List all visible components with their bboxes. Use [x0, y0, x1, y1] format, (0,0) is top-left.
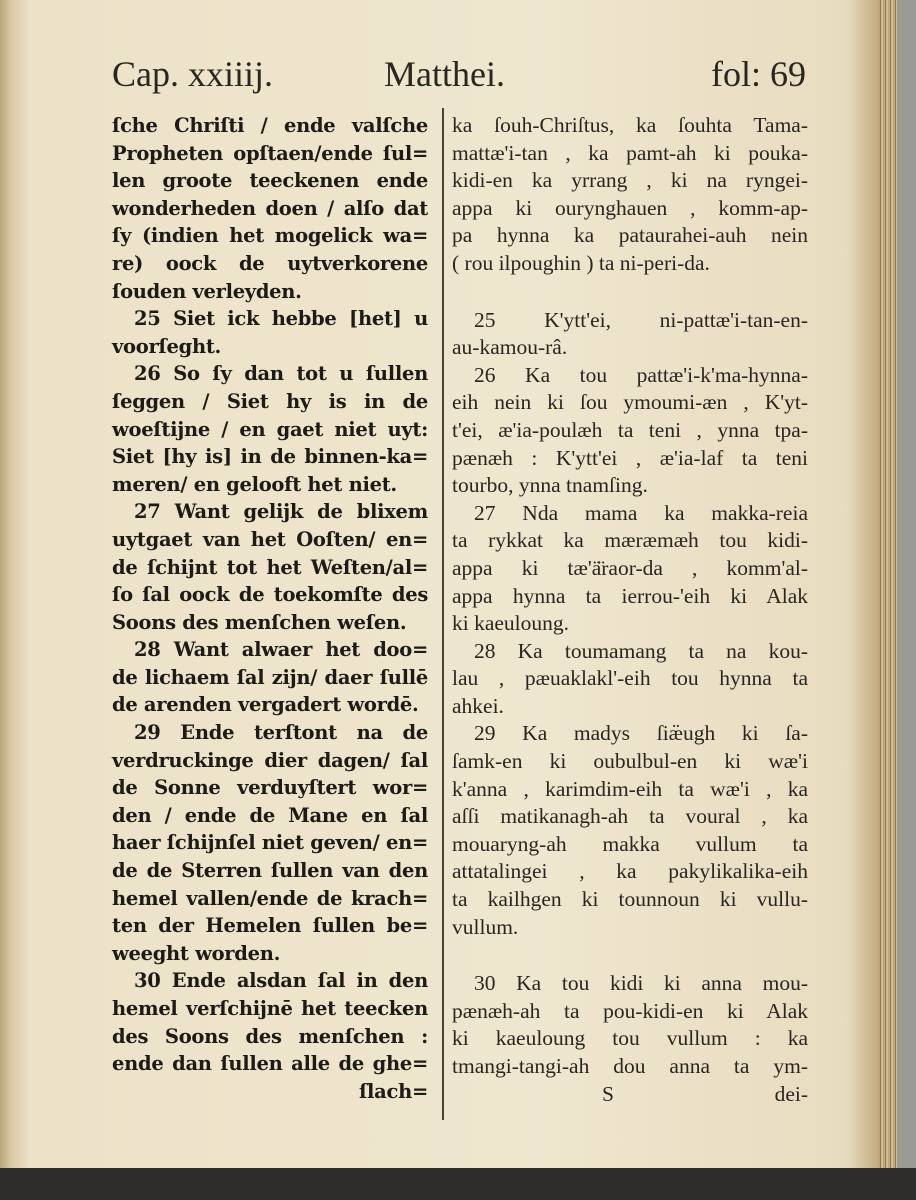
text-line: den / ende de Mane en ſal	[112, 803, 428, 827]
text-line: 25 Siet ick hebbe [het] u	[134, 307, 428, 331]
verse-paragraph	[452, 112, 808, 278]
text-line: appa ki ourynghauen , komm-ap-	[452, 195, 808, 220]
text-line: hemel verſchijnē het teecken	[112, 997, 428, 1020]
text-line: 27 Nda mama ka makka-reia	[474, 500, 808, 525]
text-line: re) oock de uytverkorene	[112, 251, 428, 275]
text-line: mouaryng-ah makka vullum ta	[452, 831, 808, 856]
text-line: pa hynna ka pataurahei-auh nein	[452, 223, 808, 248]
text-line: verdruckinge dier dagen/ ſal	[112, 748, 428, 772]
text-line: kidi-en ka yrrang , ki na ryngei-	[452, 168, 808, 193]
folio-number: fol: 69	[711, 54, 806, 94]
text-line: 27 Want gelijk de blixem	[134, 500, 428, 524]
text-line: 30 Ende alsdan ſal in den	[134, 969, 428, 993]
text-line: meren/ en gelooft het niet.	[112, 472, 397, 496]
text-line: ten der Hemelen ſullen be=	[112, 914, 428, 938]
text-line: de de Sterren ſullen van den	[112, 859, 428, 883]
text-line: len groote teeckenen ende	[112, 169, 428, 193]
text-line: tmangi-tangi-ah dou anna ta ym-	[452, 1054, 808, 1078]
text-line: eih nein ki ſou ymoumi-æn , K'yt-	[452, 390, 808, 415]
text-line: ſamk-en ki oubulbul-en ki wæ'i	[452, 749, 808, 774]
text-line: ahkei.	[452, 693, 504, 718]
dutch-column	[112, 112, 428, 1105]
massachusett-column	[452, 112, 808, 1108]
text-line: lau , pæuaklakl'-eih tou hynna ta	[452, 666, 808, 691]
page-footer	[452, 1081, 808, 1109]
text-line: tourbo, ynna tnamſing.	[452, 473, 648, 498]
text-line: attatalingei , ka pakylikalika-eih	[452, 859, 808, 884]
text-line: de Sonne verduyſtert wor=	[112, 776, 428, 800]
text-line: Soons des menſchen weſen.	[112, 610, 407, 634]
text-line: de ſchijnt tot het Weſten/al=	[112, 555, 428, 579]
text-line: ſlach=	[358, 1079, 428, 1103]
text-line: uytgaet van het Ooſten/ en=	[112, 527, 428, 551]
verse-paragraph	[452, 307, 808, 362]
running-title: Matthei.	[384, 54, 505, 94]
text-line: ka ſouh-Chriſtus, ka ſouhta Tama-	[452, 113, 808, 137]
verse-paragraph	[452, 720, 808, 941]
text-line: 30 Ka tou kidi ki anna mou-	[474, 971, 808, 996]
text-line: hemel vallen/ende de krach=	[112, 886, 428, 910]
text-line: 26 So ſy dan tot u ſullen	[134, 362, 428, 386]
text-line: ta rykkat ka mæræmæh tou kidi-	[452, 528, 808, 553]
text-line: ſche Chriſti / ende valſche	[112, 114, 428, 137]
text-line: vullum.	[452, 914, 519, 939]
text-line: wonderheden doen / alſo dat	[112, 196, 428, 220]
text-line: 26 Ka tou pattæ'i-k'ma-hynna-	[474, 362, 808, 387]
text-line: de lichaem ſal zijn/ daer ſullē	[112, 665, 428, 689]
text-line: weeght worden.	[112, 941, 281, 965]
text-line: t'ei, æ'ia-poulæh ta teni , ynna tpa-	[452, 417, 808, 442]
text-line: Propheten opſtaen/ende ſul=	[112, 141, 428, 165]
verse-paragraph	[452, 500, 808, 638]
text-line: ki kaeuloung tou vullum : ka	[452, 1026, 808, 1051]
text-line: 25 K'ytt'ei, ni-pattæ'i-tan-en-	[474, 307, 808, 332]
text-line: 29 Ka madys ſiæ̈ugh ki ſa-	[474, 721, 808, 746]
text-line: k'anna , karimdim-eih ta wæ'i , ka	[452, 776, 808, 801]
text-line: pænæh-ah ta pou-kidi-en ki Alak	[452, 998, 808, 1023]
text-line: 29 Ende terſtont na de	[134, 721, 428, 745]
text-line: ta kailhgen ki tounnoun ki vullu-	[452, 887, 808, 912]
text-line: voorſeght.	[112, 334, 222, 358]
text-line: appa ki tæ'ä̈raor-da , komm'al-	[452, 555, 808, 580]
text-line: des Soons des menſchen :	[112, 1024, 428, 1048]
text-line: Siet [hy is] in de binnen-ka=	[112, 445, 428, 469]
text-line: 28 Ka toumamang ta na kou-	[474, 638, 808, 663]
text-line: woeſtijne / en gaet niet uyt:	[112, 417, 428, 441]
text-line: ſy (indien het mogelick wa=	[112, 224, 428, 248]
text-line: haer ſchijnſel niet geven/ en=	[112, 831, 428, 855]
text-line: pænæh : K'ytt'ei , æ'ia-laf ta teni	[452, 445, 808, 470]
text-line: ſeggen / Siet hy is in de	[112, 389, 428, 413]
text-line: 28 Want alwaer het doo=	[134, 638, 428, 662]
text-line: au-kamou-râ.	[452, 335, 568, 360]
verse-paragraph	[452, 362, 808, 500]
scan-background	[897, 0, 916, 1200]
verse-paragraph	[452, 970, 808, 1080]
scan-background-bottom	[0, 1168, 916, 1200]
text-line: ſouden verleyden.	[112, 279, 302, 303]
text-line: de arenden vergadert wordē.	[112, 693, 419, 717]
text-line: ende dan ſullen alle de ghe=	[112, 1052, 428, 1076]
signature-mark: S	[602, 1081, 614, 1106]
chapter-heading: Cap. xxiiij.	[112, 54, 273, 94]
text-line: mattæ'i-tan , ka pamt-ah ki pouka-	[452, 140, 808, 165]
text-line: ( rou ilpoughin ) ta ni-peri-da.	[452, 250, 710, 275]
column-divider	[442, 108, 444, 1120]
text-line: ſo ſal oock de toekomſte des	[112, 583, 428, 607]
catchword: dei-	[774, 1081, 808, 1106]
text-line: appa hynna ta ierrou-'eih ki Alak	[452, 583, 808, 608]
text-line: ki kaeuloung.	[452, 611, 570, 636]
text-line: aſſi matikanagh-ah ta voural , ka	[452, 804, 808, 829]
verse-paragraph	[452, 638, 808, 721]
